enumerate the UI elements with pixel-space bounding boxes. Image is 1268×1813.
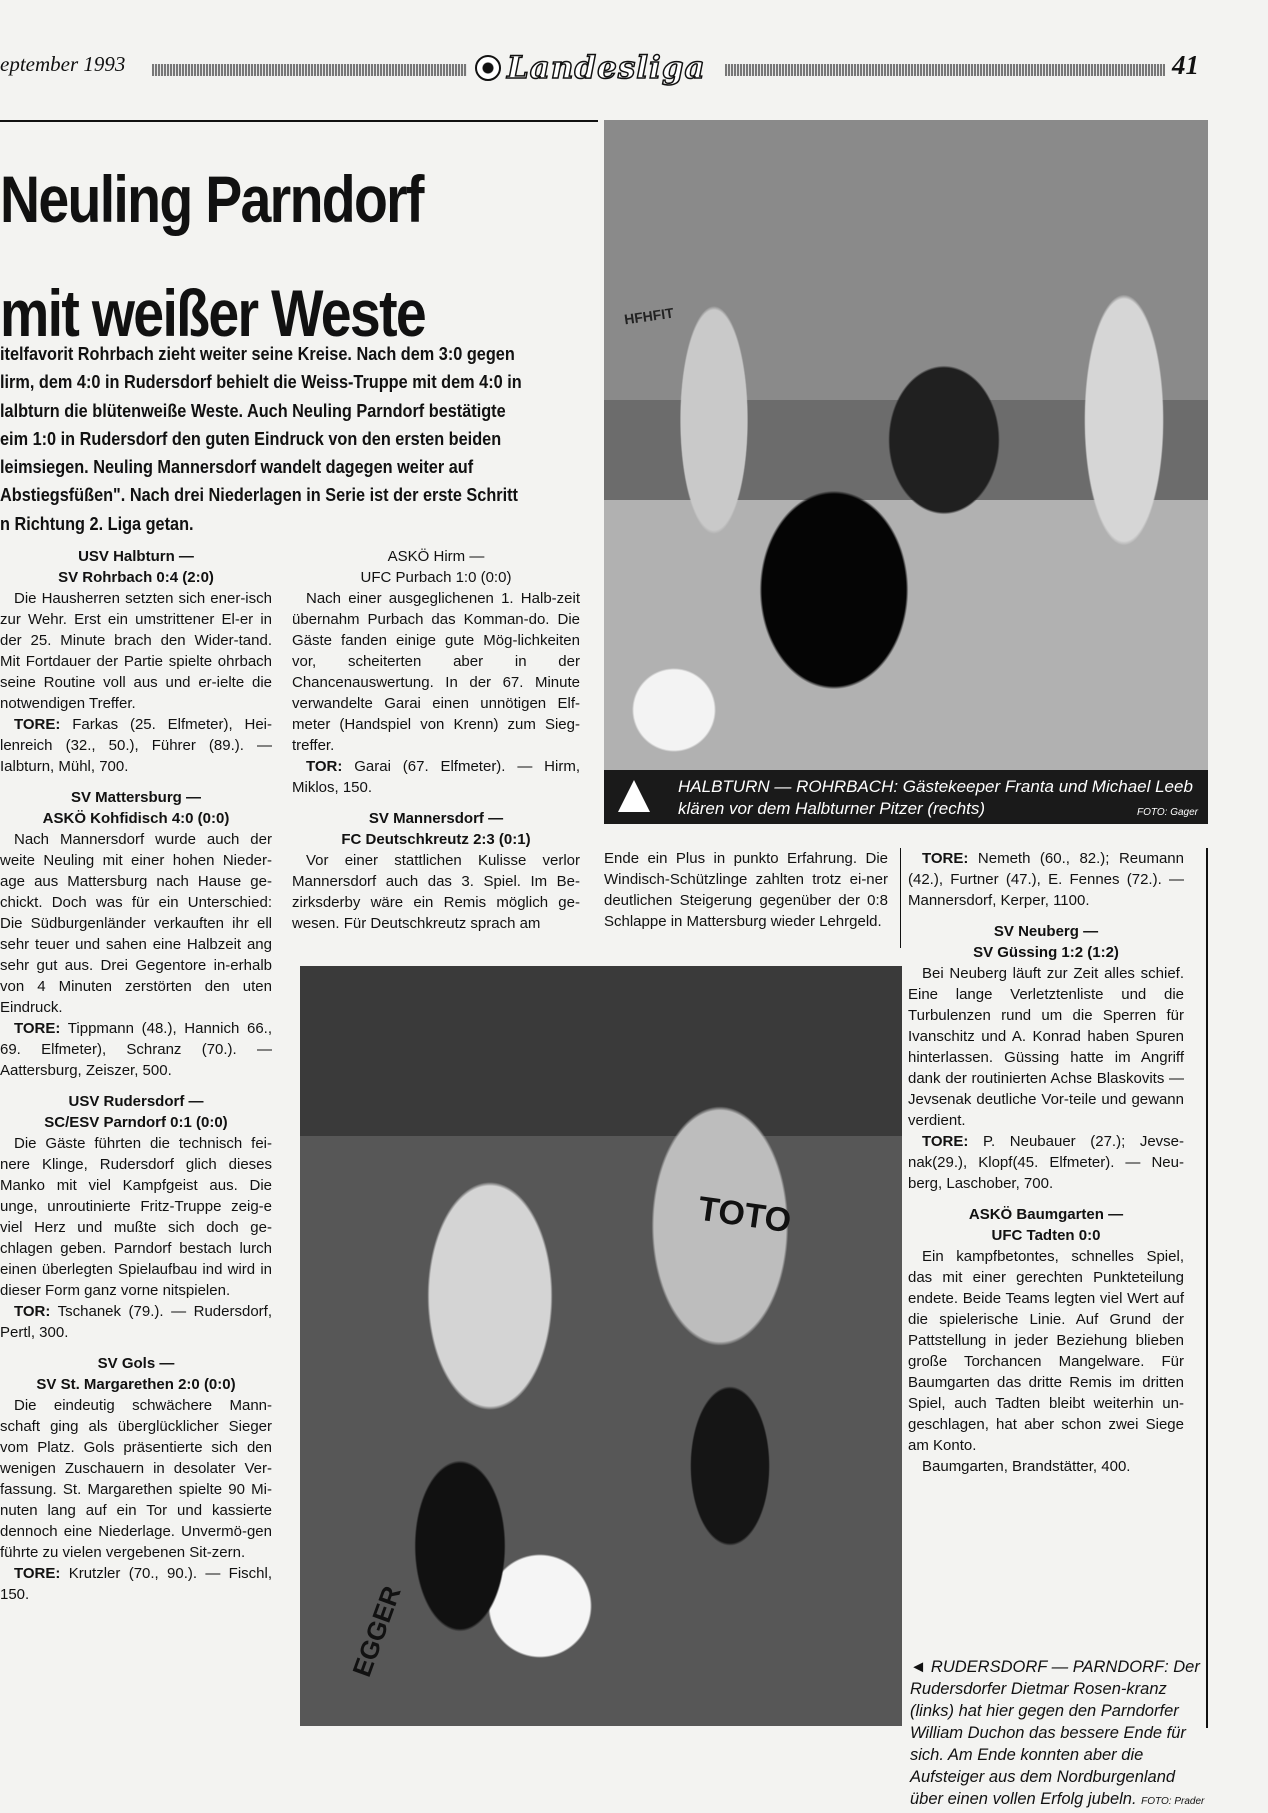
match-teams-line: SV Neuberg — xyxy=(993,923,1099,940)
match-teams-line: SV Gols — xyxy=(97,1355,175,1372)
lead-paragraph xyxy=(0,340,580,538)
goals-label: TOR: xyxy=(306,758,343,775)
goals-text: Nemeth (60., 82.); Reumann (42.), Furtner (47.), E. Fennes (72.). — Mannersdorf, Kerper, 1100. xyxy=(908,850,1184,909)
issue-date: eptember 1993 xyxy=(0,52,126,76)
page-number: 41 xyxy=(1172,50,1199,80)
lead-line: itelfavorit Rohrbach zieht weiter seine Kreise. Nach dem 3:0 gegen xyxy=(0,343,515,364)
jersey-sponsor-text: HFHFIT xyxy=(623,304,675,328)
match-teams-line: ASKÖ Baumgarten — xyxy=(968,1206,1124,1223)
column-4 xyxy=(908,848,1184,1477)
goals-text: Krutzler (70., 90.). — Fischl, 150. xyxy=(0,1565,272,1603)
photo-credit: FOTO: Prader xyxy=(1141,1796,1205,1807)
photo-caption-2 xyxy=(910,1656,1206,1813)
match-teams-line: SV Mattersburg — xyxy=(70,789,202,806)
column-1 xyxy=(0,546,272,1605)
match-score-line: SC/ESV Parndorf 0:1 (0:0) xyxy=(44,1114,228,1131)
headline xyxy=(0,142,491,370)
match-teams-line: ASKÖ Hirm — xyxy=(387,548,485,565)
match-heading xyxy=(292,808,580,850)
column-2 xyxy=(292,546,580,934)
headline-line-2: mit weißer Weste xyxy=(0,276,426,350)
lead-line: n Richtung 2. Liga getan. xyxy=(0,512,194,534)
match-heading xyxy=(292,546,580,588)
photo-rudersdorf-parndorf xyxy=(300,966,902,1726)
match-report: Bei Neuberg läuft zur Zeit alles schief. Eine lange Verletztenliste und die Turbulenzen rund um die Sperren für Ivanschitz und A. Konrad haben Spuren hinterlassen. Güssing hatte im Angriff dank der routinierten Achse Blaskovits — Jevsenak deutliche Vor-teile und gewann verdient. xyxy=(908,965,1184,1129)
match-report: Nach einer ausgeglichenen 1. Halb-zeit übernahm Purbach das Komman-do. Die Gäste fanden einige gute Mög-lichkeiten vor, scheiterten aber in der Chancenauswertung. In der 67. Minute verwandelte Garai einen unnötigen Elf-meter (Handspiel von Krenn) zum Sieg-treffer. xyxy=(292,590,580,754)
match-score-line: ASKÖ Kohfidisch 4:0 (0:0) xyxy=(42,810,230,827)
match-report: Nach Mannersdorf wurde auch der weite Neuling mit einer hohen Nieder-age aus Mattersburg nach Hause ge-chickt. Doch was für ein Unterschied: Die Südburgenländer verkauften ihr ell sehr teuer und sahen eine Halbzeit ang sehr gut aus. Drei Gegentore in-erhalb von 4 Minuten zerstörten den uten Eindruck. xyxy=(0,831,272,1016)
goals-label: TORE: xyxy=(922,1133,969,1150)
photo-halbturn-rohrbach xyxy=(604,120,1208,770)
column-3 xyxy=(604,848,888,932)
match-score-line: SV Güssing 1:2 (1:2) xyxy=(973,944,1119,961)
lead-line: lirm, dem 4:0 in Rudersdorf behielt die Weiss-Truppe mit dem 4:0 in xyxy=(0,371,522,393)
match-score-line: UFC Purbach 1:0 (0:0) xyxy=(360,569,512,586)
goals-line xyxy=(292,756,580,798)
goals-text: Tippmann (48.), Hannich 66., 69. Elfmeter), Schranz (70.). — Aattersburg, Zeiszer, 500. xyxy=(0,1020,272,1079)
lead-line: Abstiegsfüßen". Nach drei Niederlagen in Serie ist der erste Schritt xyxy=(0,484,518,506)
headline-line-1: Neuling Parndorf xyxy=(0,162,423,236)
goals-text: Garai (67. Elfmeter). — Hirm, Miklos, 150. xyxy=(292,758,580,796)
photo-caption-text: ◄ RUDERSDORF — PARNDORF: Der Rudersdorfer Dietmar Rosen-kranz (links) hat hier gegen den Parndorfer William Duchon das bessere Ende für sich. Am Ende konnten aber die Aufsteiger aus dem Nordburgenland über einen vollen Erfolg jubeln. xyxy=(910,1658,1200,1808)
photo-caption-bar xyxy=(604,770,1208,824)
goals-label: TORE: xyxy=(14,1565,61,1582)
match-heading xyxy=(0,546,272,588)
match-report: Die Hausherren setzten sich ener-isch zur Wehr. Erst ein umstrittener El-er in der 25. Minute brach den Wider-tand. Mit Fortdauer der Partie spielte ohrbach seine Routine voll aus und er-ielte die notwendigen Treffer. xyxy=(0,590,272,712)
match-heading xyxy=(0,1091,272,1133)
box-rule-right xyxy=(1206,848,1208,1728)
goals-line xyxy=(0,1018,272,1081)
goals-label: TORE: xyxy=(14,1020,61,1037)
soccer-ball-icon xyxy=(475,55,501,81)
match-teams-line: SV Mannersdorf — xyxy=(368,810,504,827)
match-score-line: SV Rohrbach 0:4 (2:0) xyxy=(58,569,214,586)
match-score-line: SV St. Margarethen 2:0 (0:0) xyxy=(36,1376,236,1393)
lead-line: leimsiegen. Neuling Mannersdorf wandelt dagegen weiter auf xyxy=(0,456,474,478)
photo-credit: FOTO: Gager xyxy=(1137,807,1198,818)
match-heading xyxy=(0,787,272,829)
match-teams-line: USV Rudersdorf — xyxy=(68,1093,204,1110)
goals-line xyxy=(0,714,272,777)
goals-line xyxy=(0,1301,272,1343)
header-rule-right xyxy=(725,64,1165,76)
shorts-sponsor-text: EGGER xyxy=(346,1582,407,1681)
goals-label: TOR: xyxy=(14,1303,51,1320)
goals-label: TORE: xyxy=(922,850,969,867)
headline-rule xyxy=(0,120,598,122)
match-score-line: UFC Tadten 0:0 xyxy=(991,1227,1101,1244)
goals-line xyxy=(908,1131,1184,1194)
triangle-up-icon xyxy=(618,780,650,812)
goals-line xyxy=(0,1563,272,1605)
lead-line: eim 1:0 in Rudersdorf den guten Eindruck von den ersten beiden xyxy=(0,427,502,449)
goals-text: P. Neubauer (27.); Jevse-nak(29.), Klopf(45. Elfmeter). — Neu-berg, Laschober, 700. xyxy=(908,1133,1184,1192)
match-report-continued: Ende ein Plus in punkto Erfahrung. Die Windisch-Schützlinge zahlten trotz ei-ner deutlichen Steigerung gegenüber der 0:8 Schlappe in Mattersburg wieder Lehrgeld. xyxy=(604,850,888,930)
jersey-sponsor-text: TOTO xyxy=(695,1189,794,1241)
match-heading xyxy=(908,921,1184,963)
match-heading xyxy=(908,1204,1184,1246)
match-report: Die eindeutig schwächere Mann-schaft ging als überglücklicher Sieger vom Platz. Gols präsentierte sich den wenigen Zuschauern in desolater Ver-fassung. St. Margarethen spielte 90 Mi-nuten lang auf ein Tor und kassierte dennoch eine Niederlage. Unvermö-gen führte zu vielen vergebenen Sit-zern. xyxy=(0,1397,272,1561)
header-rule-left xyxy=(152,64,467,76)
goals-line xyxy=(908,848,1184,911)
venue-line: Baumgarten, Brandstätter, 400. xyxy=(922,1458,1131,1475)
photo-caption: HALBTURN — ROHRBACH: Gästekeeper Franta und Michael Leeb klären vor dem Halbturner Pitzer (rechts) xyxy=(678,777,1193,818)
match-report: Vor einer stattlichen Kulisse verlor Mannersdorf auch das 3. Spiel. Im Be-zirksderby wäre ein Remis möglich ge-wesen. Für Deutschkreutz sprach am xyxy=(292,852,580,932)
goals-label: TORE: xyxy=(14,716,61,733)
match-report: Die Gäste führten die technisch fei-nere Klinge, Rudersdorf glich dieses Manko mit viel Kampfgeist aus. Die unge, unroutinierte Fritz-Truppe zeig-e viel Herz und mußte sich doch ge-chlagen geben. Parndorf bestach lurch einen überlegten Spielaufbau ind wird in dieser Form ganz vorne nitspielen. xyxy=(0,1135,272,1299)
goals-text: Tschanek (79.). — Rudersdorf, Pertl, 300. xyxy=(0,1303,272,1341)
lead-line: lalbturn die blütenweiße Weste. Auch Neuling Parndorf bestätigte xyxy=(0,399,506,421)
match-teams-line: USV Halbturn — xyxy=(78,548,194,565)
goals-text: Farkas (25. Elfmeter), Hei-lenreich (32., 50.), Führer (89.). — Ialbturn, Mühl, 700. xyxy=(0,716,272,775)
match-score-line: FC Deutschkreutz 2:3 (0:1) xyxy=(341,831,531,848)
match-report: Ein kampfbetontes, schnelles Spiel, das mit einer gerechten Punkteteilung endete. Beide Teams legten viel Wert auf die spielerische Linie. Auf Grund der Pattstellung in jeder Beziehung blieben große Torchancen Mangelware. Für Baumgarten das dritte Remis im dritten Spiel, auch Tadten bleibt weiterhin un-geschlagen, hat aber schon zwei Siege am Konto. xyxy=(908,1248,1184,1454)
match-heading xyxy=(0,1353,272,1395)
column-rule xyxy=(900,848,901,948)
section-title: Landesliga xyxy=(507,50,706,86)
